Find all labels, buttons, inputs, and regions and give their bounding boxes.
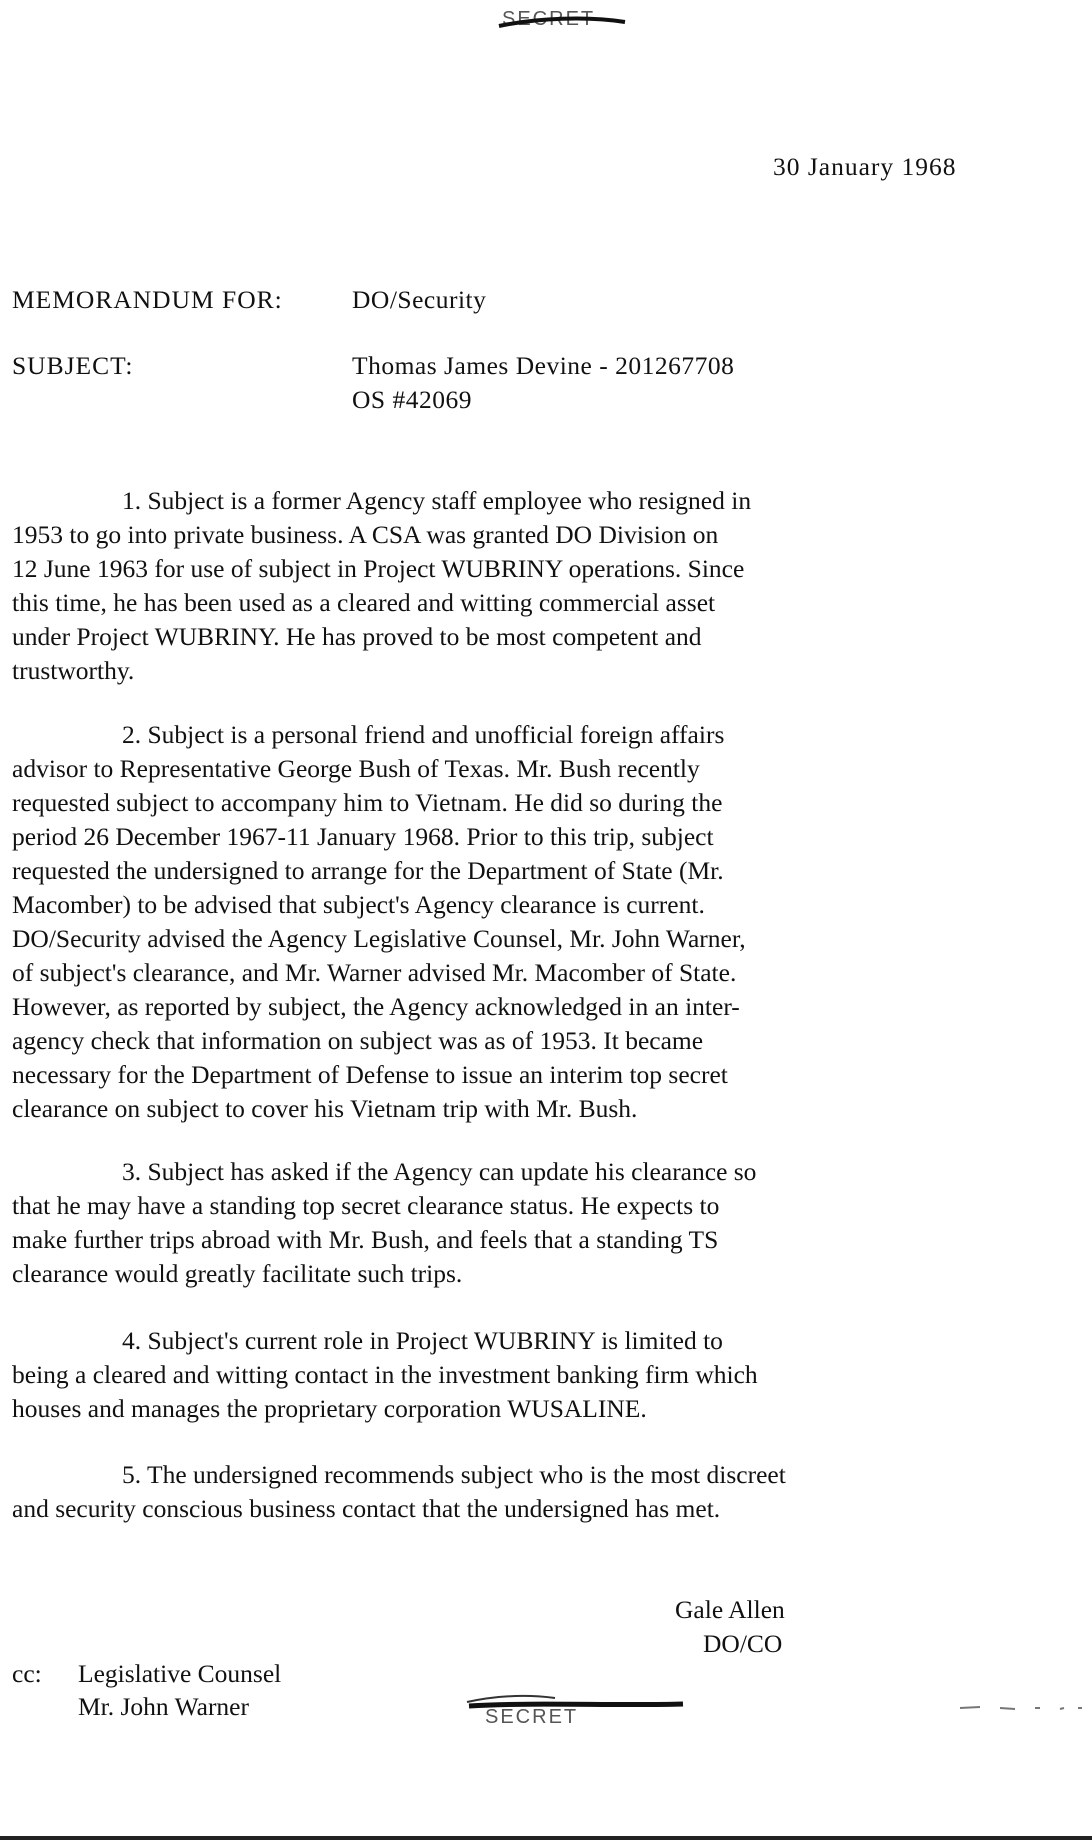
classification-stamp-bottom: SECRET [485, 1706, 579, 1728]
paragraph-line: period 26 December 1967-11 January 1968. Prior to this trip, subject [12, 822, 714, 851]
signature-name: Gale Allen [675, 1595, 785, 1624]
paragraph-line: under Project WUBRINY. He has proved to be most competent and [12, 622, 702, 651]
cc-recipient-2: Mr. John Warner [78, 1692, 249, 1721]
paragraph-line: 1953 to go into private business. A CSA was granted DO Division on [12, 520, 719, 549]
paragraph-1 [12, 484, 1082, 688]
paragraph-line: make further trips abroad with Mr. Bush, and feels that a standing TS [12, 1225, 719, 1254]
paragraph-line: DO/Security advised the Agency Legislative Counsel, Mr. John Warner, [12, 924, 746, 953]
memo-date: 30 January 1968 [773, 152, 957, 181]
strike-mark-top [497, 12, 627, 34]
classification-stamp-top: SECRET [502, 8, 596, 30]
subject-line-2: OS #42069 [352, 385, 472, 414]
strike-mark-bottom [465, 1684, 685, 1734]
paragraph-line: Macomber) to be advised that subject's Agency clearance is current. [12, 890, 705, 919]
paragraph-line: of subject's clearance, and Mr. Warner advised Mr. Macomber of State. [12, 958, 737, 987]
paragraph-line: 12 June 1963 for use of subject in Project WUBRINY operations. Since [12, 554, 745, 583]
paragraph-line: clearance on subject to cover his Vietnam trip with Mr. Bush. [12, 1094, 638, 1123]
paragraph-4 [12, 1324, 1082, 1426]
paragraph-3 [12, 1155, 1082, 1291]
paragraph-line: 3. Subject has asked if the Agency can update his clearance so [122, 1157, 757, 1186]
paragraph-line: agency check that information on subject was as of 1953. It became [12, 1026, 704, 1055]
cc-recipient-1: Legislative Counsel [78, 1659, 282, 1688]
scan-smudge [960, 1704, 1088, 1712]
page-bottom-border [0, 1836, 1092, 1840]
paragraph-line: However, as reported by subject, the Agency acknowledged in an inter- [12, 992, 740, 1021]
paragraph-line: requested the undersigned to arrange for the Department of State (Mr. [12, 856, 724, 885]
signature-office: DO/CO [703, 1629, 783, 1658]
paragraph-2 [12, 718, 1082, 1126]
paragraph-line: 4. Subject's current role in Project WUBRINY is limited to [122, 1326, 723, 1355]
paragraph-line: being a cleared and witting contact in the investment banking firm which [12, 1360, 758, 1389]
cc-label: cc: [12, 1659, 42, 1688]
memo-for-label: MEMORANDUM FOR: [12, 285, 283, 314]
paragraph-line: clearance would greatly facilitate such trips. [12, 1259, 463, 1288]
paragraph-line: that he may have a standing top secret clearance status. He expects to [12, 1191, 720, 1220]
paragraph-line: trustworthy. [12, 656, 135, 685]
paragraph-line: this time, he has been used as a cleared and witting commercial asset [12, 588, 716, 617]
subject-label: SUBJECT: [12, 351, 134, 380]
paragraph-line: requested subject to accompany him to Vietnam. He did so during the [12, 788, 723, 817]
paragraph-line: houses and manages the proprietary corporation WUSALINE. [12, 1394, 647, 1423]
paragraph-line: necessary for the Department of Defense to issue an interim top secret [12, 1060, 728, 1089]
subject-line-1: Thomas James Devine - 201267708 [352, 351, 735, 380]
paragraph-line: 5. The undersigned recommends subject who is the most discreet [122, 1460, 786, 1489]
paragraph-line: 1. Subject is a former Agency staff employee who resigned in [122, 486, 752, 515]
paragraph-line: advisor to Representative George Bush of Texas. Mr. Bush recently [12, 754, 700, 783]
paragraph-line: 2. Subject is a personal friend and unofficial foreign affairs [122, 720, 725, 749]
paragraph-5 [12, 1458, 1082, 1526]
paragraph-line: and security conscious business contact that the undersigned has met. [12, 1494, 721, 1523]
memo-for-value: DO/Security [352, 285, 487, 314]
